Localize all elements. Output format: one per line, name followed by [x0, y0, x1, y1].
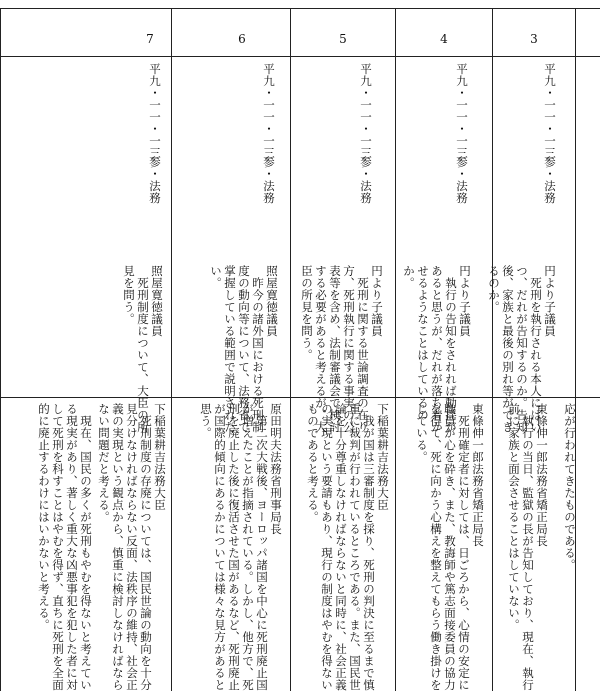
question-line: 掌握している範囲で説明された [223, 265, 237, 433]
entry-date: 平九・一一・一三 [359, 63, 373, 159]
entry-date: 平九・一一・一三 [543, 63, 557, 159]
entry-category: 参・法務 [148, 156, 162, 204]
answer-line: 義の実現という観点から、慎重に検討しなければなら [111, 403, 125, 691]
answer-line: 重に裁判が行われているところである。また、国民世 [348, 403, 362, 691]
question-line: 死刑制度について、大臣の所 [136, 265, 150, 433]
answer-line: 原田明夫法務省刑事局長 [269, 403, 283, 535]
question-line: 昨今の諸外国における死刑制 [251, 265, 265, 433]
entry-category: 参・法務 [262, 156, 276, 204]
entry-date: 平九・一一・一三 [455, 63, 469, 159]
answer-line: ものであると考える。 [306, 403, 320, 523]
column-divider [575, 8, 576, 691]
answer-line: して死刑を科すことはやむを得ず、直ちに死刑を全面 [51, 403, 65, 691]
answer-line: が国際的傾向にあるかについては様々な見方があると [213, 403, 227, 691]
answer-line: している。 [415, 403, 429, 463]
entry-category: 参・法務 [359, 156, 373, 204]
entry-date: 平九・一一・一三 [148, 63, 162, 159]
question-line: 執行の告知をされれば動揺が [444, 265, 458, 433]
answer-line: 応が行われてきたものである。 [563, 403, 577, 571]
answer-line: る現実があり、著しく重大な凶悪事犯を犯した者に対 [65, 403, 79, 691]
question-line: 度の動向等について、法務省で [237, 265, 251, 433]
answer-line: 現在、国民の多くが死刑もやむを得ないと考えてい [79, 403, 93, 691]
question-line: 円より子議員 [370, 265, 384, 337]
question-line: 方、死刑執行に関する事実の公 [342, 265, 356, 433]
answer-line: 思う。 [199, 403, 213, 439]
answer-line: 前に家族と面会させることはしていない。 [507, 403, 521, 631]
question-line: 後、家族と最後の別れ等ができ [501, 265, 515, 433]
entry-category: 参・法務 [455, 156, 469, 204]
answer-line: 下稲葉耕吉法務大臣 [376, 403, 390, 511]
entry-number: 5 [339, 32, 347, 46]
question-line: か。 [402, 265, 416, 289]
column-divider [290, 8, 291, 691]
top-rule [0, 8, 600, 9]
answer-line: 死刑確定者に対しては、日ごろから、心情の安定に [457, 403, 471, 691]
answer-line: 死刑制度の存廃については、国民世論の動向を十分 [139, 403, 153, 691]
question-line: 表等を含め、法制審議会で検討 [328, 265, 342, 433]
question-line: 見を問う。 [122, 265, 136, 325]
question-line: い。 [209, 265, 223, 289]
question-line: つ、だれが告知するのか。告知 [515, 265, 529, 433]
entry-number: 6 [238, 32, 246, 46]
entry-number: 4 [440, 32, 448, 46]
header-rule [0, 56, 600, 57]
answer-line: 我が国は三審制度を採り、死刑の判決に至るまで慎 [362, 403, 376, 691]
answer-line: 執行の当日、監獄の長が告知しており、現在、執行 [521, 403, 535, 691]
question-line: 円より子議員 [543, 265, 557, 337]
answer-line: 東條伸一郎法務省矯正局長 [471, 403, 485, 547]
answer-line: 下稲葉耕吉法務大臣 [153, 403, 167, 511]
column-divider [0, 8, 1, 691]
question-line: るのか。 [487, 265, 501, 313]
question-line: せるようなことはしているの [416, 265, 430, 421]
answer-line: 論を十分尊重しなければならないと同時に、社会正義 [334, 403, 348, 691]
answer-line: が増えたことが指摘されている。しかし、他方で、死 [241, 403, 255, 691]
column-divider [395, 8, 396, 691]
answer-line: を得て、死に向かう心構えを整えてもらう働き掛けを [429, 403, 443, 691]
question-line: 臣の所見を問う。 [300, 265, 314, 361]
question-line: 円より子議員 [458, 265, 472, 337]
answer-line: 職員が心を砕き、また、教誨師や篤志面接委員の協力 [443, 403, 457, 691]
entry-number: 7 [146, 32, 154, 46]
answer-line: 第二次大戦後、ヨーロッパ諸国を中心に死刑廃止国 [255, 403, 269, 691]
answer-line: 見分けなければならない反面、法秩序の維持、社会正 [125, 403, 139, 691]
entry-category: 参・法務 [543, 156, 557, 204]
answer-line: ない問題だと考える。 [97, 403, 111, 523]
answer-line: 東條伸一郎法務省矯正局長 [535, 403, 549, 547]
entry-number: 3 [530, 32, 538, 46]
question-line: 死刑に関する世論調査の在り [356, 265, 370, 433]
column-divider [492, 8, 493, 691]
answer-line: 刑を廃止した後に復活させた国があるなど、死刑廃止 [227, 403, 241, 691]
question-line: 死刑を執行される本人にはい [529, 265, 543, 433]
question-line: 照屋寛徳議員 [265, 265, 279, 337]
column-divider [171, 8, 172, 691]
entry-date: 平九・一一・一三 [262, 63, 276, 159]
question-line: する必要があると考えるが、大 [314, 265, 328, 433]
answer-line: 的に廃止するわけにはいかないと考える。 [37, 403, 51, 631]
question-line: 照屋寛徳議員 [150, 265, 164, 337]
question-line: あると思うが、だれが落ち着か [430, 265, 444, 433]
answer-line: の実現という要請もあり、現行の制度はやむを得ない [320, 403, 334, 691]
